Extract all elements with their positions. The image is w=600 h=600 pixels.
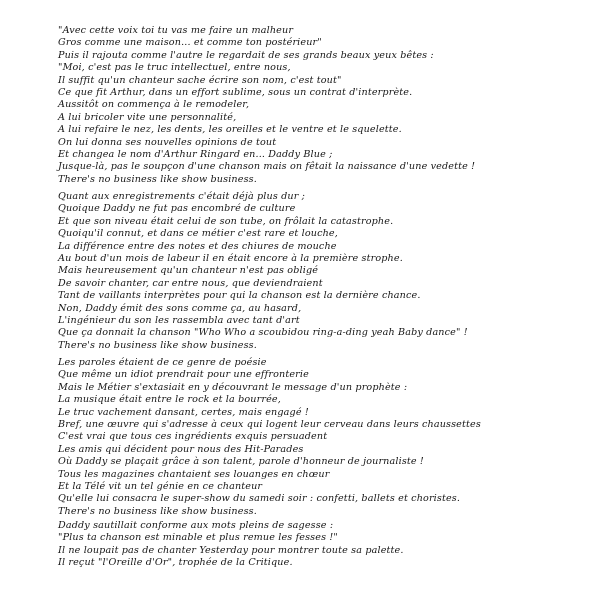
lyric-line: La différence entre des notes et des chiures de mouche [58, 240, 337, 252]
lyric-line: Bref, une œuvre qui s'adresse à ceux qui logent leur cerveau dans leurs chaussettes [58, 418, 481, 430]
lyric-line: "Avec cette voix toi tu vas me faire un malheur [58, 25, 294, 36]
lyric-line: La musique était entre le rock et la bourrée, [58, 394, 281, 406]
lyric-line: "Moi, c'est pas le truc intellectuel, entre nous, [58, 62, 291, 74]
lyric-line: Et changea le nom d'Arthur Ringard en... Daddy Blue ; [58, 148, 333, 160]
lyric-line: Il ne loupait pas de chanter Yesterday pour montrer toute sa palette. [58, 544, 404, 556]
lyric-line: Tant de vaillants interprètes pour qui la chanson est la dernière chance. [58, 290, 421, 302]
lyric-line: Mais heureusement qu'un chanteur n'est pas obligé [58, 265, 319, 277]
lyric-line: Jusque-là, pas le soupçon d'une chanson mais on fêtait la naissance d'une vedette ! [58, 161, 476, 173]
lyric-line: A lui bricoler vite une personnalité, [58, 111, 237, 123]
lyric-line: Que ça donnait la chanson "Who Who a scoubidou ring-a-ding yeah Baby dance" ! [58, 327, 468, 339]
stanza-2 [58, 191, 578, 352]
lyric-line: Le truc vachement dansant, certes, mais engagé ! [58, 406, 309, 418]
stanza-3 [58, 357, 578, 518]
lyric-line: Où Daddy se plaçait grâce à son talent, parole d'honneur de journaliste ! [58, 456, 424, 468]
lyric-line: Ce que fit Arthur, dans un effort sublime, sous un contrat d'interprète. [58, 86, 413, 98]
lyric-line: Gros comme une maison... et comme ton postérieur" [58, 37, 322, 49]
lyric-line: C'est vrai que tous ces ingrédients exquis persuadent [58, 431, 328, 443]
lyric-line: On lui donna ses nouvelles opinions de tout [58, 136, 277, 148]
lyric-line: Puis il rajouta comme l'autre le regardait de ses grands beaux yeux bêtes : [58, 49, 434, 61]
lyric-line: A lui refaire le nez, les dents, les oreilles et le ventre et le squelette. [58, 124, 402, 136]
lyric-line: There's no business like show business. [58, 505, 257, 517]
lyric-line: Au bout d'un mois de labeur il en était encore à la première strophe. [58, 252, 403, 264]
lyric-line: There's no business like show business. [58, 173, 257, 185]
lyric-line: Quoique Daddy ne fut pas encombré de culture [58, 203, 296, 215]
lyric-line: Il reçut "l'Oreille d'Or", trophée de la Critique. [58, 557, 293, 569]
stanza-4 [58, 520, 578, 570]
lyric-line: There's no business like show business. [58, 339, 257, 351]
lyric-line: Aussitôt on commença à le remodeler, [58, 99, 250, 111]
lyric-line: Non, Daddy émit des sons comme ça, au hasard, [58, 302, 302, 314]
lyric-line: Quoiqu'il connut, et dans ce métier c'est rare et louche, [58, 228, 338, 240]
lyric-line: Quant aux enregistrements c'était déjà plus dur ; [58, 191, 306, 202]
lyric-line: Daddy sautillait conforme aux mots pleins de sagesse : [58, 520, 334, 531]
lyric-line: Et la Télé vit un tel génie en ce chanteur [58, 480, 263, 492]
lyric-line: Mais le Métier s'extasiait en y découvrant le message d'un prophète : [58, 381, 408, 393]
lyric-line: Il suffit qu'un chanteur sache écrire son nom, c'est tout" [58, 74, 342, 86]
stanza-1 [58, 25, 578, 186]
lyric-line: Que même un idiot prendrait pour une effronterie [58, 369, 309, 381]
lyric-line: "Plus ta chanson est minable et plus remue les fesses !" [58, 532, 338, 544]
lyric-line: De savoir chanter, car entre nous, que deviendraient [58, 277, 323, 289]
lyric-line: Tous les magazines chantaient ses louanges en chœur [58, 468, 330, 480]
lyric-line: Et que son niveau était celui de son tube, on frôlait la catastrophe. [58, 215, 394, 227]
lyric-line: Les paroles étaient de ce genre de poésie [58, 357, 267, 368]
lyric-line: L'ingénieur du son les rassembla avec tant d'art [58, 314, 300, 326]
lyric-line: Qu'elle lui consacra le super-show du samedi soir : confetti, ballets et choristes. [58, 493, 461, 505]
lyric-line: Les amis qui décident pour nous des Hit-Parades [58, 443, 304, 455]
